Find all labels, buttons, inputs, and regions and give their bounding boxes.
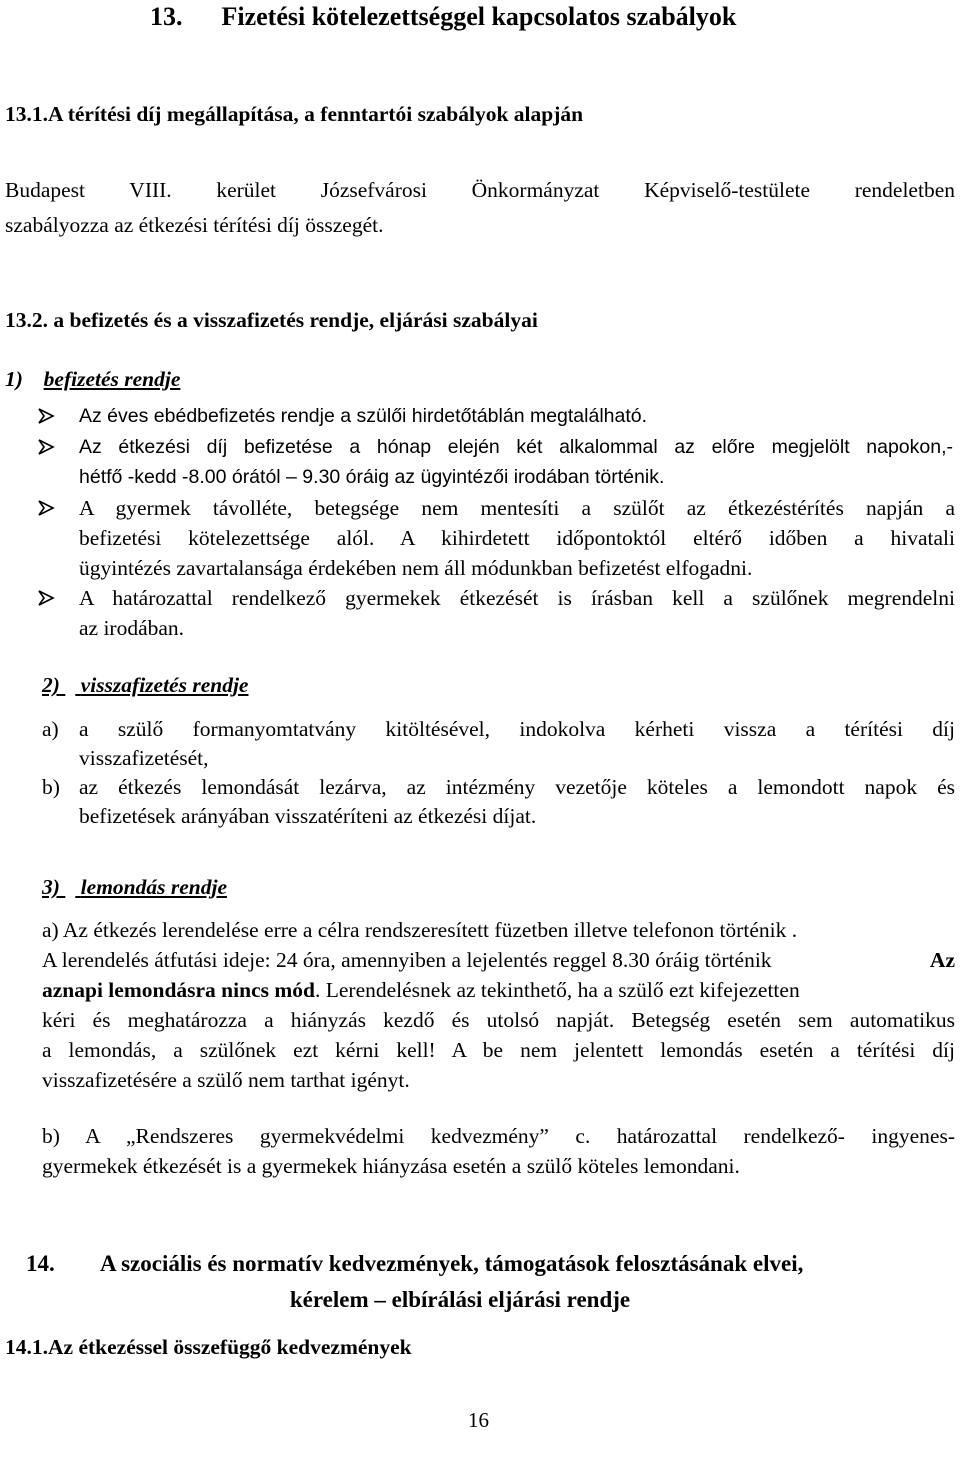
subsection-13-1-heading: 13.1.A térítési díj megállapítása, a fenntartói szabályok alapján <box>5 102 584 126</box>
page-number: 16 <box>468 1408 489 1432</box>
paragraph-line: szabályozza az étkezési térítési díj összegét. <box>5 213 384 237</box>
item-title: visszafizetés rendje <box>80 673 249 697</box>
section-number: 13. <box>150 2 183 31</box>
section-title: Fizetési kötelezettséggel kapcsolatos szabályok <box>221 2 737 31</box>
paragraph-line: a) Az étkezés lerendelése erre a célra rendszeresített füzetben illetve telefonon történik . <box>42 918 798 942</box>
paragraph-line <box>42 947 955 973</box>
item-1-heading <box>5 366 180 392</box>
bullet-text: Az étkezési díj befizetése a hónap elején két alkalommal az előre megjelölt napokon,- <box>79 436 953 458</box>
item-3-heading <box>42 874 227 900</box>
emphasis-text: aznapi lemondásra nincs mód <box>42 978 315 1002</box>
emphasis-text: Az <box>929 948 955 972</box>
paragraph-line: a lemondás, a szülőnek ezt kérni kell! A be nem jelentett lemondás esetén a térítési díj <box>42 1038 955 1062</box>
item-title: lemondás rendje <box>80 875 227 899</box>
item-number: 3) <box>42 875 60 899</box>
item-number: 1) <box>5 367 23 391</box>
subsection-14-1-heading: 14.1.Az étkezéssel összefüggő kedvezmények <box>5 1335 412 1359</box>
paragraph-line: b) A „Rendszeres gyermekvédelmi kedvezmény” c. határozattal rendelkező- ingyenes- <box>42 1124 955 1148</box>
text-segment: A lerendelés átfutási ideje: 24 óra, amennyiben a lejelentés reggel 8.30 óráig történik <box>42 948 772 972</box>
paragraph-line: gyermekek étkezését is a gyermekek hiányzása esetén a szülő köteles lemondani. <box>42 1154 740 1178</box>
bullet-arrow-icon <box>36 406 56 431</box>
item-title: befizetés rendje <box>43 367 181 391</box>
list-label: a) <box>42 717 59 741</box>
bullet-text: befizetési kötelezettsége alól. A kihirdetett időpontoktól eltérő időben a hivatali <box>79 526 955 550</box>
bullet-arrow-icon <box>36 588 56 613</box>
subsection-13-2-heading: 13.2. a befizetés és a visszafizetés rendje, eljárási szabályai <box>5 308 538 332</box>
paragraph-line: visszafizetésére a szülő nem tarthat igényt. <box>42 1068 410 1092</box>
text-segment: . Lerendelésnek az tekinthető, ha a szülő ezt kifejezetten <box>314 978 800 1002</box>
paragraph-line: Budapest VIII. kerület Józsefvárosi Önkormányzat Képviselő-testülete rendeletben <box>5 178 955 202</box>
paragraph-line: kéri és meghatározza a hiányzás kezdő és utolsó napját. Betegség esetén sem automatikus <box>42 1008 955 1032</box>
section-14-title-line: A szociális és normatív kedvezmények, támogatások felosztásának elvei, <box>100 1251 804 1276</box>
list-text: az étkezés lemondását lezárva, az intézmény vezetője köteles a lemondott napok és <box>79 775 955 799</box>
list-label: b) <box>42 775 60 799</box>
bullet-arrow-icon <box>36 437 56 462</box>
bullet-text: Az éves ebédbefizetés rendje a szülői hirdetőtáblán megtalálható. <box>79 405 648 427</box>
bullet-text: az irodában. <box>79 616 185 640</box>
list-text: befizetések arányában visszatéríteni az étkezési díjat. <box>79 804 537 828</box>
bullet-text: A határozattal rendelkező gyermekek étkezését is írásban kell a szülőnek megrendelni <box>79 586 955 610</box>
paragraph-line <box>42 977 800 1003</box>
item-2-heading <box>42 672 248 698</box>
bullet-text: ügyintézés zavartalansága érdekében nem áll módunkban befizetést elfogadni. <box>79 556 753 580</box>
section-14-title-line: kérelem – elbírálási eljárási rendje <box>289 1287 631 1312</box>
section-14-number: 14. <box>26 1251 55 1276</box>
list-text: a szülő formanyomtatvány kitöltésével, indokolva kérheti vissza a térítési díj <box>79 717 955 741</box>
list-text: visszafizetését, <box>79 746 209 770</box>
bullet-text: A gyermek távolléte, betegsége nem mentesíti a szülőt az étkezéstérítés napján a <box>79 496 955 520</box>
item-number: 2) <box>42 673 60 697</box>
bullet-text: hétfő -kedd -8.00 órától – 9.30 óráig az ügyintézői irodában történik. <box>79 466 665 488</box>
bullet-arrow-icon <box>36 498 56 523</box>
section-13-heading <box>150 2 736 32</box>
